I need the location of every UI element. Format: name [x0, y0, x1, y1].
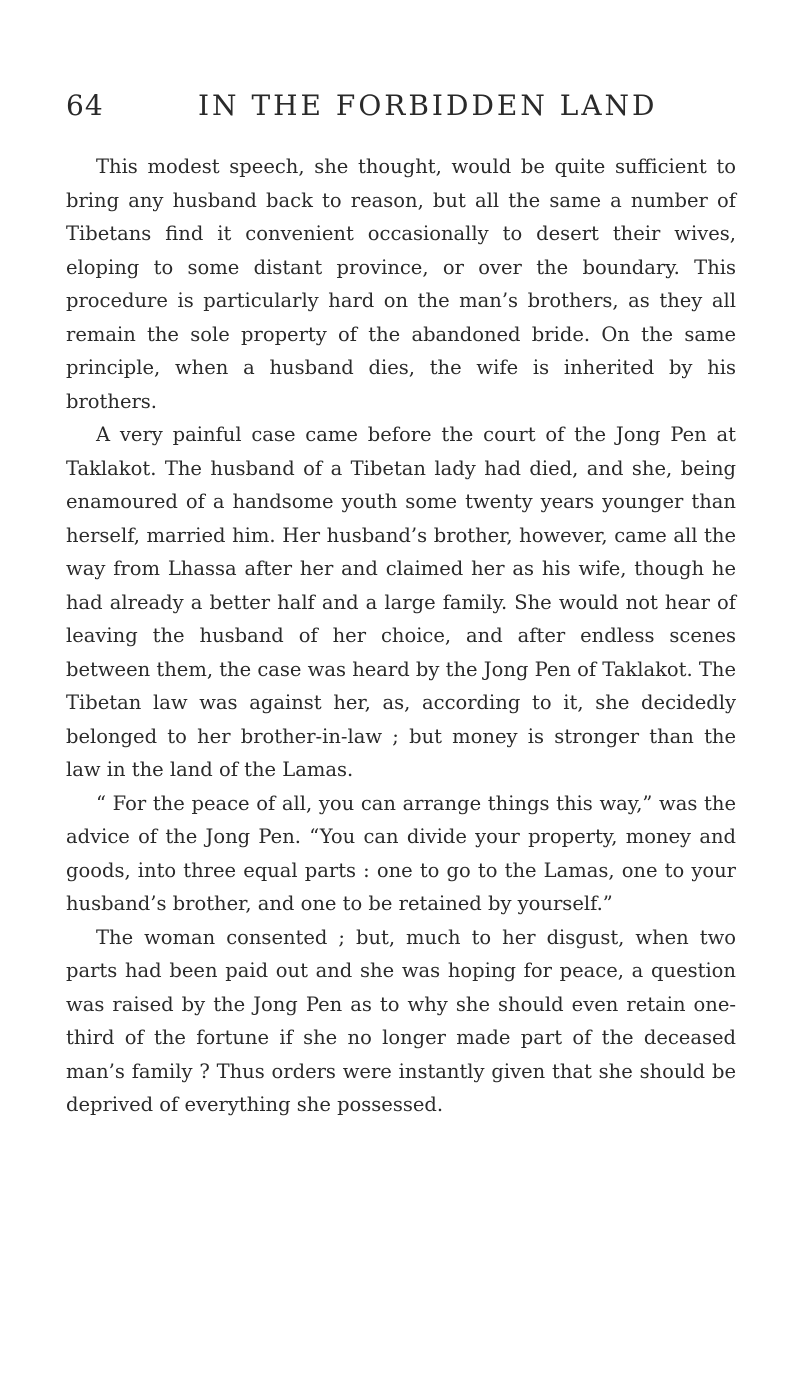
body-text: [66, 150, 736, 1122]
paragraph-3: “ For the peace of all, you can arrange things this way,” was the advice of the Jong Pen. “You can divide your property, money and goods, into three equal parts : one to go to the Lamas, one to your husband’s brother, and one to be retained by yourself.”: [66, 791, 736, 915]
paragraph-4: The woman consented ; but, much to her disgust, when two parts had been paid out and she was hoping for peace, a question was raised by the Jong Pen as to why she should even retain one-third of the fortune if she no longer made part of the deceased man’s family ? Thus orders were instantly given that she should be deprived of everything she possessed.: [66, 925, 736, 1116]
running-head: [66, 86, 706, 126]
paragraph-2: A very painful case came before the court of the Jong Pen at Taklakot. The husband of a Tibetan lady had died, and she, being enamoured of a handsome youth some twenty years younger than herself, married him. Her husband’s brother, however, came all the way from Lhassa after her and claimed her as his wife, though he had already a better half and a large family. She would not hear of leaving the husband of her choice, and after endless scenes between them, the case was heard by the Jong Pen of Taklakot. The Tibetan law was against her, as, according to it, she decidedly belonged to her brother-in-law ; but money is stronger than the law in the land of the Lamas.: [66, 423, 736, 781]
page-number: 64: [66, 89, 104, 122]
running-title: IN THE FORBIDDEN LAND: [198, 89, 658, 122]
paragraph-1: This modest speech, she thought, would be quite sufficient to bring any husband back to reason, but all the same a number of Tibetans find it convenient occasionally to desert their wives, eloping to some distant province, or over the boundary. This procedure is particularly hard on the man’s brothers, as they all remain the sole property of the abandoned bride. On the same principle, when a husband dies, the wife is inherited by his brothers.: [66, 155, 736, 413]
